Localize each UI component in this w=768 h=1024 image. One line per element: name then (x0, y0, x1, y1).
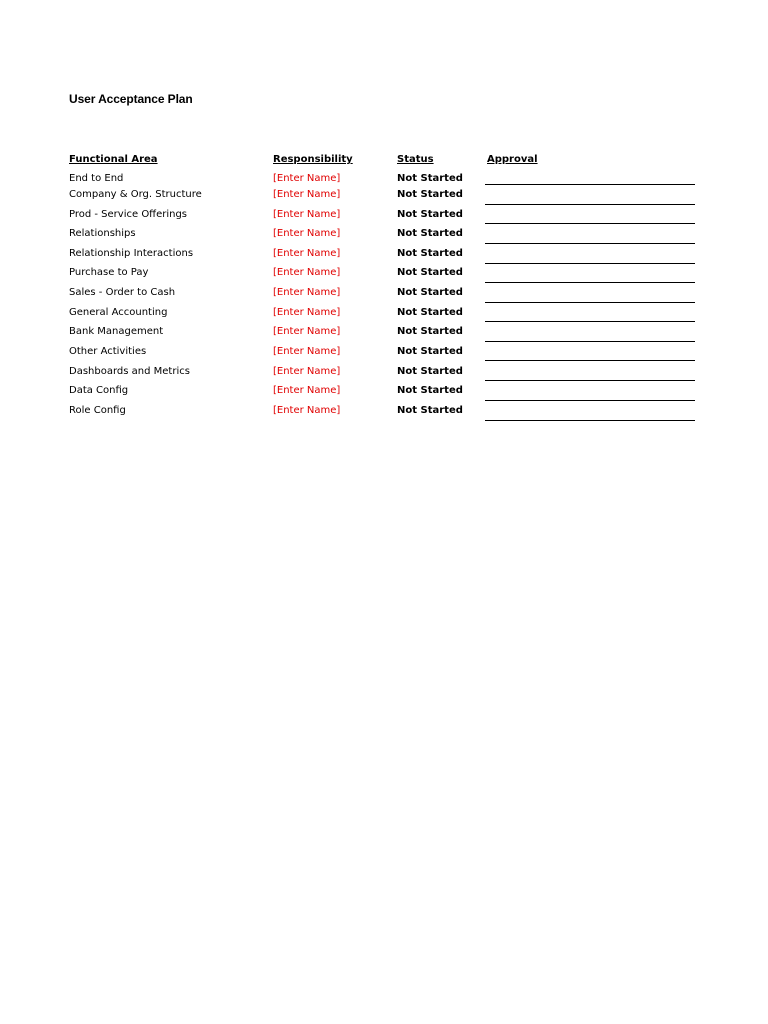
functional-area-cell: Bank Management (69, 326, 164, 337)
approval-signature-line[interactable] (485, 184, 695, 185)
document-title: User Acceptance Plan (69, 92, 193, 106)
status-cell: Not Started (397, 228, 463, 239)
status-cell: Not Started (397, 326, 463, 337)
approval-signature-line[interactable] (485, 204, 695, 205)
status-cell: Not Started (397, 405, 463, 416)
approval-signature-line[interactable] (485, 223, 695, 224)
responsibility-cell[interactable]: [Enter Name] (273, 307, 341, 318)
status-cell: Not Started (397, 248, 463, 259)
responsibility-cell[interactable]: [Enter Name] (273, 366, 341, 377)
approval-signature-line[interactable] (485, 302, 695, 303)
responsibility-cell[interactable]: [Enter Name] (273, 209, 341, 220)
functional-area-cell: Other Activities (69, 346, 147, 357)
responsibility-cell[interactable]: [Enter Name] (273, 173, 341, 184)
approval-signature-line[interactable] (485, 321, 695, 322)
responsibility-cell[interactable]: [Enter Name] (273, 385, 341, 396)
status-cell: Not Started (397, 267, 463, 278)
status-cell: Not Started (397, 366, 463, 377)
functional-area-cell: Relationships (69, 228, 136, 239)
approval-signature-line[interactable] (485, 400, 695, 401)
approval-signature-line[interactable] (485, 420, 695, 421)
approval-signature-line[interactable] (485, 243, 695, 244)
approval-signature-line[interactable] (485, 341, 695, 342)
functional-area-cell: General Accounting (69, 307, 168, 318)
responsibility-cell[interactable]: [Enter Name] (273, 228, 341, 239)
status-cell: Not Started (397, 189, 463, 200)
functional-area-cell: Relationship Interactions (69, 248, 194, 259)
header-responsibility: Responsibility (273, 154, 353, 165)
responsibility-cell[interactable]: [Enter Name] (273, 189, 341, 200)
approval-signature-line[interactable] (485, 282, 695, 283)
responsibility-cell[interactable]: [Enter Name] (273, 248, 341, 259)
responsibility-cell[interactable]: [Enter Name] (273, 287, 341, 298)
functional-area-cell: Data Config (69, 385, 129, 396)
functional-area-cell: Sales - Order to Cash (69, 287, 176, 298)
approval-signature-line[interactable] (485, 360, 695, 361)
functional-area-cell: End to End (69, 173, 124, 184)
responsibility-cell[interactable]: [Enter Name] (273, 267, 341, 278)
functional-area-cell: Company & Org. Structure (69, 189, 202, 200)
functional-area-cell: Role Config (69, 405, 126, 416)
header-status: Status (397, 154, 434, 165)
status-cell: Not Started (397, 346, 463, 357)
functional-area-cell: Dashboards and Metrics (69, 366, 190, 377)
status-cell: Not Started (397, 287, 463, 298)
responsibility-cell[interactable]: [Enter Name] (273, 346, 341, 357)
header-approval: Approval (487, 154, 538, 165)
approval-signature-line[interactable] (485, 380, 695, 381)
status-cell: Not Started (397, 209, 463, 220)
approval-signature-line[interactable] (485, 263, 695, 264)
responsibility-cell[interactable]: [Enter Name] (273, 405, 341, 416)
responsibility-cell[interactable]: [Enter Name] (273, 326, 341, 337)
status-cell: Not Started (397, 385, 463, 396)
status-cell: Not Started (397, 307, 463, 318)
functional-area-cell: Prod - Service Offerings (69, 209, 188, 220)
status-cell: Not Started (397, 173, 463, 184)
header-functional-area: Functional Area (69, 154, 158, 165)
functional-area-cell: Purchase to Pay (69, 267, 149, 278)
